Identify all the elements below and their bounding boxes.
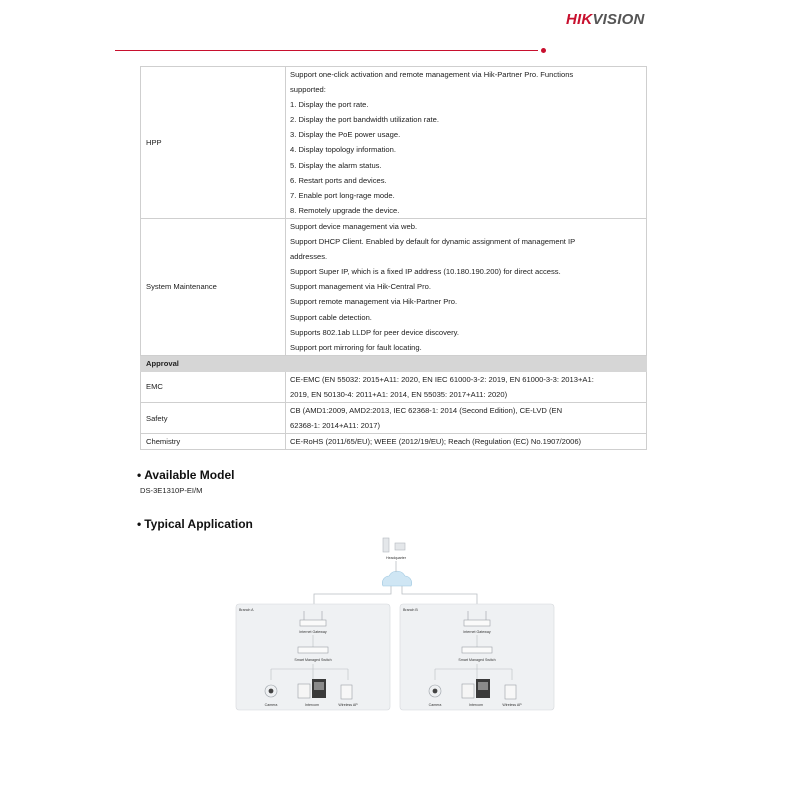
spec-row-safety: [141, 403, 647, 434]
camera-label: Camera: [428, 703, 442, 707]
intercom-indoor-icon: [298, 684, 310, 698]
section-title: Approval: [141, 355, 647, 371]
spec-line: 7. Enable port long-rage mode.: [290, 190, 395, 200]
spec-line: 4. Display topology information.: [290, 145, 396, 155]
ap-label: Wireless AP: [338, 703, 358, 707]
branch-a-panel: [236, 604, 390, 710]
spec-key: Safety: [141, 403, 286, 434]
server-icon: [383, 538, 389, 552]
spec-line: Support management via Hik-Central Pro.: [290, 282, 431, 292]
typical-application-heading: [137, 517, 253, 531]
spec-value: [286, 218, 647, 355]
switch-label: Smart Managed Switch: [294, 658, 332, 662]
typical-application-diagram: [234, 534, 556, 714]
intercom-indoor-icon: [462, 684, 474, 698]
spec-line: addresses.: [290, 252, 328, 262]
spec-key: EMC: [141, 371, 286, 402]
link-branch-a: [314, 586, 391, 604]
intercom-label: Intercom: [305, 703, 319, 707]
spec-line: CE-RoHS (2011/65/EU); WEEE (2012/19/EU); Reach (Regulation (EC) No.1907/2006): [290, 437, 582, 447]
spec-row-system-maintenance: [141, 218, 647, 355]
wireless-ap-icon: [505, 685, 516, 699]
spec-key: HPP: [141, 67, 286, 219]
spec-line: CE-EMC (EN 55032: 2015+A11: 2020, EN IEC 61000-3-2: 2019, EN 61000-3-3: 2013+A1:: [290, 374, 594, 384]
branch-b-panel: [400, 604, 554, 710]
spec-value: [286, 434, 647, 450]
spec-value: [286, 403, 647, 434]
spec-line: 6. Restart ports and devices.: [290, 175, 387, 185]
switch-icon: [298, 647, 328, 653]
branch-a-title: Branch A: [239, 608, 254, 612]
camera-label: Camera: [264, 703, 278, 707]
spec-line: 3. Display the PoE power usage.: [290, 130, 401, 140]
spec-table: [140, 66, 647, 450]
spec-line: 1. Display the port rate.: [290, 100, 369, 110]
spec-line: Support Super IP, which is a fixed IP address (10.180.190.200) for direct access.: [290, 267, 561, 277]
spec-line: Support remote management via Hik-Partner Pro.: [290, 297, 458, 307]
heading-text: Typical Application: [144, 517, 253, 531]
bullet: •: [137, 468, 142, 482]
gateway-label: Internet Gateway: [463, 630, 491, 634]
spec-line: Support one-click activation and remote management via Hik-Partner Pro. Functions: [290, 70, 574, 79]
spec-row-chemistry: [141, 434, 647, 450]
ap-label: Wireless AP: [502, 703, 522, 707]
available-model-heading: [137, 468, 234, 482]
branch-b-title: Branch B: [403, 608, 418, 612]
spec-value: [286, 371, 647, 402]
spec-line: CB (AMD1:2009, AMD2:2013, IEC 62368-1: 2014 (Second Edition), CE-LVD (EN: [290, 406, 563, 416]
spec-line: 2019, EN 50130-4: 2011+A1: 2014, EN 55035: 2017+A11: 2020): [290, 389, 508, 399]
spec-line: Supports 802.1ab LLDP for peer device discovery.: [290, 327, 459, 337]
spec-line: 8. Remotely upgrade the device.: [290, 205, 400, 215]
router-icon: [464, 620, 490, 626]
link-branch-b: [402, 586, 477, 604]
switch-icon: [462, 647, 492, 653]
cloud-icon: [382, 571, 411, 586]
spec-row-hpp: [141, 67, 647, 219]
gateway-label: Internet Gateway: [299, 630, 327, 634]
spec-line: supported:: [290, 85, 326, 95]
spec-line: 2. Display the port bandwidth utilization rate.: [290, 115, 440, 125]
heading-text: Available Model: [144, 468, 235, 482]
headquarter-label: Headquarter: [386, 556, 406, 560]
bullet: •: [137, 517, 142, 531]
monitor-icon: [395, 543, 405, 550]
router-icon: [300, 620, 326, 626]
spec-key: Chemistry: [141, 434, 286, 450]
headquarter-node: [383, 538, 407, 560]
wireless-ap-icon: [341, 685, 352, 699]
spec-line: Support port mirroring for fault locating.: [290, 342, 422, 352]
spec-row-emc: [141, 371, 647, 402]
switch-label: Smart Managed Switch: [458, 658, 496, 662]
hikvision-logo: HIKVISION: [566, 11, 645, 28]
spec-key: System Maintenance: [141, 218, 286, 355]
header-rule: [115, 50, 538, 51]
spec-line: Support DHCP Client. Enabled by default for dynamic assignment of management IP: [290, 237, 576, 247]
intercom-label: Intercom: [469, 703, 483, 707]
spec-value: [286, 67, 647, 219]
spec-line: 62368-1: 2014+A11: 2017): [290, 421, 381, 431]
model-number: DS-3E1310P-EI/M: [140, 486, 203, 495]
spec-line: 5. Display the alarm status.: [290, 160, 382, 170]
spec-section-approval: [141, 355, 647, 371]
spec-line: Support cable detection.: [290, 312, 372, 322]
header-rule-dot: [541, 48, 546, 53]
spec-line: Support device management via web.: [290, 221, 418, 231]
